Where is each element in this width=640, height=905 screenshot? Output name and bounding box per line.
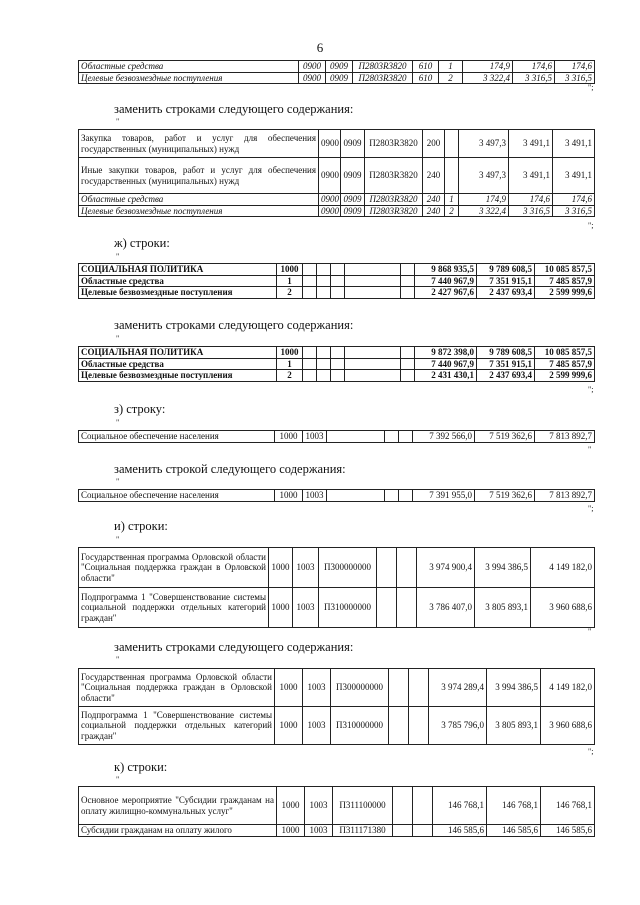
closing-quote: "; — [588, 221, 594, 230]
row-name: СОЦИАЛЬНАЯ ПОЛИТИКА — [79, 264, 277, 276]
caption-k: к) строки: — [114, 760, 168, 774]
table-row: Иные закупки товаров, работ и услуг для обеспечения государственных (муниципальных) нужд 0900 0909 П2803R3820 240 3 497,3 3 491,1 3 491,1 — [79, 158, 595, 194]
opening-quote: " — [116, 334, 120, 343]
row-name: Государственная программа Орловской области "Социальная поддержка граждан в Орловской области" — [79, 548, 269, 588]
row-name: Основное мероприятие "Субсидии гражданам на оплату жилищно-коммунальных услуг" — [79, 787, 277, 825]
row-name: Государственная программа Орловской области "Социальная поддержка граждан в Орловской области" — [79, 669, 275, 707]
opening-quote: " — [116, 655, 120, 664]
row-name: Подпрограмма 1 "Совершенствование системы социальной поддержки отдельных категорий граждан" — [79, 707, 275, 745]
opening-quote: " — [116, 117, 120, 126]
table-row: Социальное обеспечение населения 1000 1003 7 392 566,0 7 519 362,6 7 813 892,7 — [79, 431, 595, 443]
table-replacement-1 — [78, 129, 595, 217]
table-row: Областные средства 0900 0909 П2803R3820 610 1 174,9 174,6 174,6 — [79, 61, 595, 73]
table-row: Государственная программа Орловской области "Социальная поддержка граждан в Орловской области" 1000 1003 П300000000 3 974 289,4 3 994 386,5 4 149 182,0 — [79, 669, 595, 707]
row-name: Целевые безвозмездные поступления — [79, 205, 319, 217]
closing-quote: "; — [588, 504, 594, 513]
row-name: Целевые безвозмездные поступления — [79, 72, 299, 84]
row-name: Социальное обеспечение населения — [79, 490, 275, 502]
opening-quote: " — [116, 477, 120, 486]
caption-i: и) строки: — [114, 519, 168, 533]
closing-quote: "; — [588, 747, 594, 756]
table-social-security-old — [78, 430, 595, 443]
table-row: Областные средства 1 7 440 967,9 7 351 915,1 7 485 857,9 — [79, 275, 595, 287]
closing-quote: "; — [588, 385, 594, 394]
table-row: СОЦИАЛЬНАЯ ПОЛИТИКА 1000 9 872 398,0 9 789 608,5 10 085 857,5 — [79, 347, 595, 359]
table-program-old — [78, 547, 595, 628]
table-row: Целевые безвозмездные поступления 0900 0909 П2803R3820 240 2 3 322,4 3 316,5 3 316,5 — [79, 205, 595, 217]
opening-quote: " — [116, 418, 120, 427]
table-row: СОЦИАЛЬНАЯ ПОЛИТИКА 1000 9 868 935,5 9 789 608,5 10 085 857,5 — [79, 264, 595, 276]
opening-quote: " — [116, 535, 120, 544]
caption-replace-2: заменить строками следующего содержания: — [114, 318, 354, 332]
closing-quote: "; — [588, 83, 594, 92]
table-initial-rows — [78, 60, 595, 84]
row-name: Подпрограмма 1 "Совершенствование системы социальной поддержки отдельных категорий граждан" — [79, 588, 269, 628]
table-row: Областные средства 0900 0909 П2803R3820 240 1 174,9 174,6 174,6 — [79, 194, 595, 206]
row-name: Закупка товаров, работ и услуг для обеспечения государственных (муниципальных) нужд — [79, 130, 319, 158]
row-name: Социальное обеспечение населения — [79, 431, 275, 443]
table-subsidies — [78, 786, 595, 837]
table-program-new — [78, 668, 595, 745]
table-row: Областные средства 1 7 440 967,9 7 351 915,1 7 485 857,9 — [79, 358, 595, 370]
caption-zh: ж) строки: — [114, 236, 170, 250]
row-name: Областные средства — [79, 275, 277, 287]
table-social-policy-old — [78, 263, 595, 299]
table-row: Подпрограмма 1 "Совершенствование системы социальной поддержки отдельных категорий граждан" 1000 1003 П310000000 3 785 796,0 3 805 893,1 3 960 688,6 — [79, 707, 595, 745]
closing-quote: " — [588, 627, 592, 636]
row-name: Иные закупки товаров, работ и услуг для обеспечения государственных (муниципальных) нужд — [79, 158, 319, 194]
table-row: Основное мероприятие "Субсидии гражданам на оплату жилищно-коммунальных услуг" 1000 1003 П311100000 146 768,1 146 768,1 146 768,1 — [79, 787, 595, 825]
caption-replace-1: заменить строками следующего содержания: — [114, 102, 354, 116]
row-name: СОЦИАЛЬНАЯ ПОЛИТИКА — [79, 347, 277, 359]
caption-replace-3: заменить строкой следующего содержания: — [114, 462, 346, 476]
table-row: Государственная программа Орловской области "Социальная поддержка граждан в Орловской области" 1000 1003 П300000000 3 974 900,4 3 994 386,5 4 149 182,0 — [79, 548, 595, 588]
row-name: Целевые безвозмездные поступления — [79, 370, 277, 382]
table-row: Социальное обеспечение населения 1000 1003 7 391 955,0 7 519 362,6 7 813 892,7 — [79, 490, 595, 502]
table-row: Субсидии гражданам на оплату жилого 1000 1003 П311171380 146 585,6 146 585,6 146 585,6 — [79, 825, 595, 837]
table-row: Закупка товаров, работ и услуг для обеспечения государственных (муниципальных) нужд 0900 0909 П2803R3820 200 3 497,3 3 491,1 3 491,1 — [79, 130, 595, 158]
caption-z: з) строку: — [114, 402, 166, 416]
opening-quote: " — [116, 252, 120, 261]
table-social-policy-new — [78, 346, 595, 382]
caption-replace-4: заменить строками следующего содержания: — [114, 640, 354, 654]
table-row: Целевые безвозмездные поступления 0900 0909 П2803R3820 610 2 3 322,4 3 316,5 3 316,5 — [79, 72, 595, 84]
page-number: 6 — [316, 40, 324, 55]
table-row: Целевые безвозмездные поступления 2 2 427 967,6 2 437 693,4 2 599 999,6 — [79, 287, 595, 299]
closing-quote: " — [588, 445, 592, 454]
table-row: Целевые безвозмездные поступления 2 2 431 430,1 2 437 693,4 2 599 999,6 — [79, 370, 595, 382]
row-name: Целевые безвозмездные поступления — [79, 287, 277, 299]
row-name: Субсидии гражданам на оплату жилого — [79, 825, 277, 837]
row-name: Областные средства — [79, 194, 319, 206]
table-row: Подпрограмма 1 "Совершенствование системы социальной поддержки отдельных категорий граждан" 1000 1003 П310000000 3 786 407,0 3 805 893,1 3 960 688,6 — [79, 588, 595, 628]
opening-quote: " — [116, 775, 120, 784]
row-name: Областные средства — [79, 61, 299, 73]
table-social-security-new — [78, 489, 595, 502]
row-name: Областные средства — [79, 358, 277, 370]
